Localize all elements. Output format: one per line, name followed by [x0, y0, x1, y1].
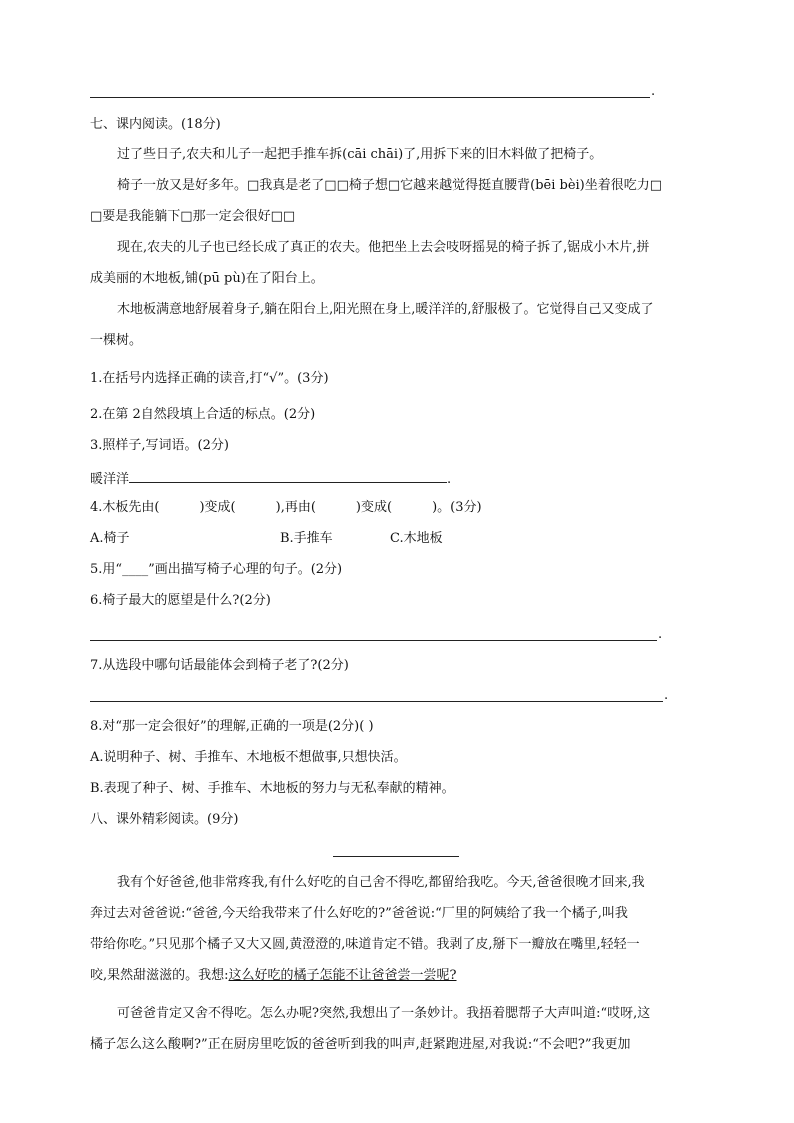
passage-paragraph: 我有个好爸爸,他非常疼我,有什么好吃的自己舍不得吃,都留给我吃。今天,爸爸很晚才回来,我 — [117, 875, 645, 890]
question-4-options — [90, 530, 490, 548]
underlined-sentence: 这么好吃的橘子怎能不让爸爸尝一尝呢? — [228, 968, 457, 983]
passage-paragraph: 过了些日子,农夫和儿子一起把手推车拆(cāi chāi)了,用拆下来的旧木料做了把椅子。 — [117, 147, 603, 162]
question-7: 7.从选段中哪句话最能体会到椅子老了?(2分) — [90, 658, 349, 673]
passage-paragraph-continued: 成美丽的木地板,铺(pū pù)在了阳台上。 — [90, 271, 324, 286]
question-8-option-a: A.说明种子、树、手推车、木地板不想做事,只想快活。 — [90, 750, 407, 765]
question-7-dot: . — [664, 688, 669, 703]
question-5-underline-mark: ____ — [122, 562, 149, 577]
question-1: 1.在括号内选择正确的读音,打“√”。(3分) — [90, 371, 329, 386]
answer-line-dot: . — [651, 84, 656, 99]
question-4-text: )变成( — [355, 500, 393, 515]
question-8-option-b: B.表现了种子、树、手推车、木地板的努力与无私奉献的精神。 — [90, 781, 455, 796]
passage-paragraph: 椅子一放又是好多年。□我真是老了□□椅子想□它越来越觉得挺直腰背(bēi bèi)坐着很吃力□ — [117, 178, 663, 193]
question-2: 2.在第 2自然段填上合适的标点。(2分) — [90, 407, 316, 422]
question-6-dot: . — [658, 627, 663, 642]
question-6-answer-line[interactable] — [90, 640, 657, 641]
question-6: 6.椅子最大的愿望是什么?(2分) — [90, 593, 271, 608]
option-c: C.木地板 — [390, 531, 443, 546]
passage-paragraph-continued: 奔过去对爸爸说:“爸爸,今天给我带来了什么好吃的?”爸爸说:“厂里的阿姨给了我一个橘子,叫我 — [90, 906, 628, 921]
option-a: A.椅子 — [90, 531, 130, 546]
question-8: 8.对“那一定会很好”的理解,正确的一项是(2分)( ) — [90, 719, 374, 734]
passage-paragraph-continued: 一棵树。 — [90, 333, 143, 348]
question-4-text: ),再由( — [275, 500, 316, 515]
question-3-answer-blank[interactable] — [129, 468, 447, 483]
question-4 — [90, 499, 482, 517]
question-7-answer-line[interactable] — [90, 701, 663, 702]
passage-paragraph-continued: 橘子怎么这么酸啊?”正在厨房里吃饭的爸爸听到我的叫声,赶紧跑进屋,对我说:“不会吧?”我更加 — [90, 1037, 631, 1052]
option-b: B.手推车 — [280, 531, 333, 546]
passage-text: 咬,果然甜滋滋的。我想: — [90, 968, 229, 983]
passage-paragraph: 可爸爸肯定又舍不得吃。怎么办呢?突然,我想出了一条妙计。我捂着腮帮子大声叫道:“哎呀,这 — [117, 1006, 651, 1021]
question-3: 3.照样子,写词语。(2分) — [90, 438, 229, 453]
question-4-text: 4.木板先由( — [90, 500, 160, 515]
title-blank-line[interactable] — [333, 856, 459, 857]
question-5-prefix: 5.用“ — [90, 562, 123, 577]
passage-paragraph-continued: 带给你吃。”只见那个橘子又大又圆,黄澄澄的,味道肯定不错。我剥了皮,掰下一瓣放在嘴里,轻轻一 — [90, 937, 640, 952]
question-5-suffix: ”画出描写椅子心理的句子。(2分) — [148, 562, 343, 577]
question-3-example-row — [90, 468, 451, 486]
answer-line[interactable] — [90, 97, 650, 98]
question-4-text: )。(3分) — [432, 500, 482, 515]
question-5 — [90, 561, 342, 579]
section7-heading: 七、课内阅读。(18分) — [90, 117, 221, 132]
question-4-text: )变成( — [199, 500, 236, 515]
passage-paragraph-continued: □要是我能躺下□那一定会很好□□ — [90, 209, 296, 224]
passage-paragraph-continued — [90, 967, 457, 985]
passage-paragraph: 现在,农夫的儿子也已经长成了真正的农夫。他把坐上去会吱呀摇晃的椅子拆了,锯成小木片,拼 — [117, 240, 650, 255]
section8-heading: 八、课外精彩阅读。(9分) — [90, 812, 239, 827]
passage-paragraph: 木地板满意地舒展着身子,躺在阳台上,阳光照在身上,暖洋洋的,舒服极了。它觉得自己又变成了 — [117, 302, 654, 317]
question-3-dot: . — [447, 472, 452, 487]
question-3-example: 暖洋洋 — [90, 472, 130, 487]
